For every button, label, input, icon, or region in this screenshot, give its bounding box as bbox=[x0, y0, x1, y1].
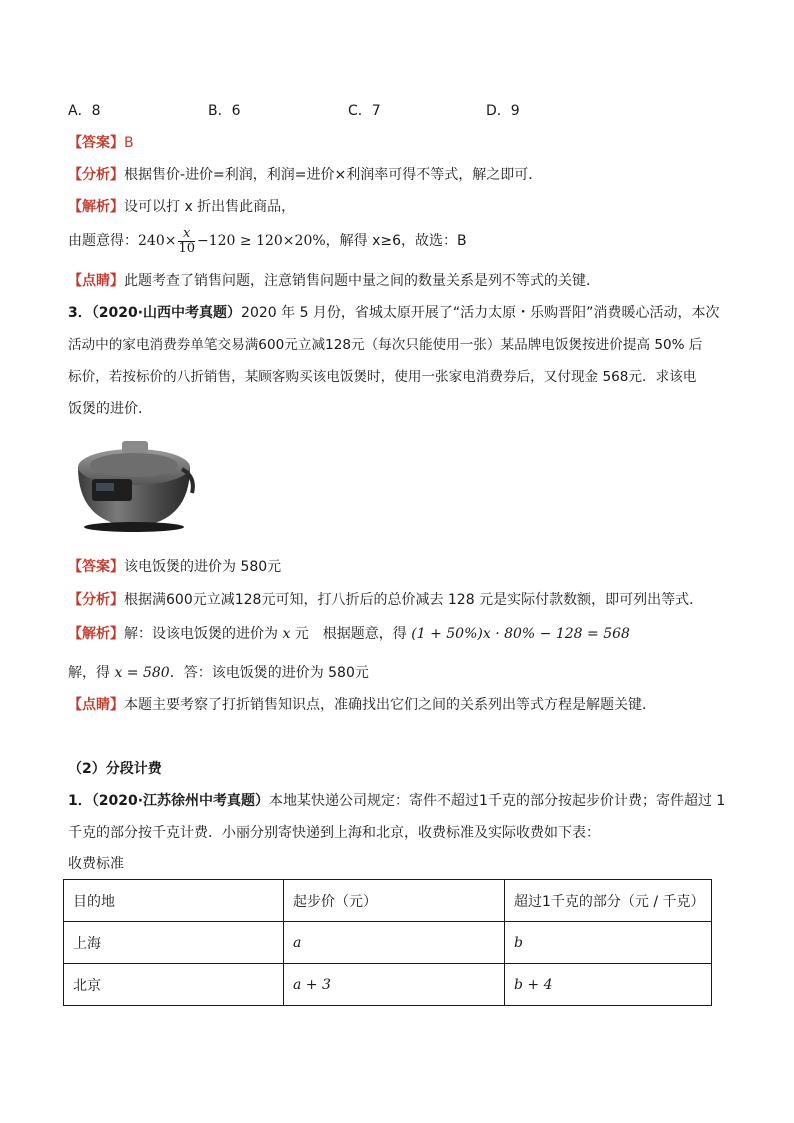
q2-answer bbox=[68, 132, 134, 154]
q3-stem-line-2: 活动中的家电消费券单笔交易满600元立减128元（每次只能使用一张）某品牌电饭煲按进价提高 50% 后 bbox=[68, 337, 703, 353]
table-cell: b bbox=[505, 922, 712, 964]
equation-suffix: ，解得 x≥6，故选：B bbox=[325, 233, 467, 249]
rice-cooker-image bbox=[70, 427, 198, 533]
answer-value: B bbox=[124, 135, 134, 151]
q3-stem-line-4: 饭煲的进价． bbox=[68, 401, 152, 417]
comment-text: 本题主要考察了打折销售知识点，准确找出它们之间的关系列出等式方程是解题关键． bbox=[124, 697, 656, 713]
result-text-b: ．答：该电饭煲的进价为 580元 bbox=[169, 665, 369, 681]
table-caption: 收费标准 bbox=[68, 856, 124, 872]
equation-part-a: 240× bbox=[138, 233, 177, 249]
equation-prefix: 由题意得： bbox=[68, 233, 138, 249]
fraction bbox=[178, 227, 195, 256]
table-cell: 北京 bbox=[64, 964, 284, 1006]
table-cell: a + 3 bbox=[284, 964, 505, 1006]
solution-variable: x bbox=[282, 626, 291, 642]
comment-text: 此题考查了销售问题，注意销售问题中量之间的数量关系是列不等式的关键． bbox=[124, 273, 600, 289]
solution-tag: 【解析】 bbox=[68, 199, 124, 215]
q3-stem-line-3: 标价，若按标价的八折销售，某顾客购买该电饭煲时，使用一张家电消费券后，又付现金 568元．求该电 bbox=[68, 369, 697, 385]
solution-text-b: 元 根据题意，得 bbox=[290, 626, 412, 642]
question-number: 1． bbox=[68, 793, 92, 809]
table-cell: a bbox=[284, 922, 505, 964]
analysis-text: 根据满600元立减128元可知，打八折后的总价减去 128 元是实际付款数额，即可列出等式． bbox=[124, 592, 704, 608]
question-source: （2020·山西中考真题） bbox=[91, 305, 242, 321]
solution-text-a: 解：设该电饭煲的进价为 bbox=[124, 626, 283, 642]
q3-stem-line-1 bbox=[68, 302, 719, 324]
fraction-denominator: 10 bbox=[178, 240, 195, 256]
question-source: （2020·江苏徐州中考真题） bbox=[91, 793, 270, 809]
table-cell: 上海 bbox=[64, 922, 284, 964]
analysis-tag: 【分析】 bbox=[68, 592, 124, 608]
comment-tag: 【点睛】 bbox=[68, 697, 124, 713]
q2-analysis bbox=[68, 164, 542, 186]
table-header-cell: 超过1千克的部分（元 / 千克） bbox=[505, 880, 712, 922]
result-equation: x = 580 bbox=[114, 665, 170, 681]
answer-tag: 【答案】 bbox=[68, 135, 124, 151]
solution-text: 设可以打 x 折出售此商品， bbox=[124, 199, 296, 215]
table-cell: b + 4 bbox=[505, 964, 712, 1006]
q2-comment bbox=[68, 270, 600, 292]
q3-comment bbox=[68, 694, 656, 716]
q2-solution bbox=[68, 196, 295, 218]
table-header-row bbox=[64, 880, 712, 922]
option-d: D．9 bbox=[486, 103, 520, 119]
table-row bbox=[64, 922, 712, 964]
answer-tag: 【答案】 bbox=[68, 559, 124, 575]
question-number: 3． bbox=[68, 305, 92, 321]
analysis-tag: 【分析】 bbox=[68, 167, 124, 183]
result-text-a: 解，得 bbox=[68, 665, 115, 681]
q3-solution bbox=[68, 623, 630, 645]
q2-equation bbox=[68, 224, 467, 258]
q3-analysis bbox=[68, 589, 703, 611]
p1-stem-line-1 bbox=[68, 790, 725, 812]
option-c: C．7 bbox=[348, 103, 381, 119]
stem-text: 2020 年 5 月份，省城太原开展了“活力太原・乐购晋阳”消费暖心活动，本次 bbox=[241, 305, 720, 321]
option-a: A．8 bbox=[68, 103, 101, 119]
solution-tag: 【解析】 bbox=[68, 626, 124, 642]
option-b: B．6 bbox=[208, 103, 241, 119]
q3-result bbox=[68, 662, 369, 684]
table-header-cell: 目的地 bbox=[64, 880, 284, 922]
q3-answer bbox=[68, 556, 281, 578]
comment-tag: 【点睛】 bbox=[68, 273, 124, 289]
analysis-text: 根据售价-进价=利润，利润=进价×利润率可得不等式，解之即可． bbox=[124, 167, 543, 183]
fraction-numerator: x bbox=[178, 227, 195, 242]
equation-part-b: −120 ≥ 120×20% bbox=[197, 233, 326, 249]
stem-text: 本地某快递公司规定：寄件不超过1千克的部分按起步价计费；寄件超过 1 bbox=[269, 793, 726, 809]
section-title: （2）分段计费 bbox=[68, 761, 162, 777]
p1-stem-line-2: 千克的部分按千克计费．小丽分别寄快递到上海和北京，收费标准及实际收费如下表： bbox=[68, 825, 600, 841]
table-row bbox=[64, 964, 712, 1006]
fee-table bbox=[63, 879, 712, 1006]
solution-equation: (1 + 50%)x · 80% − 128 = 568 bbox=[411, 626, 630, 642]
answer-value: 该电饭煲的进价为 580元 bbox=[124, 559, 282, 575]
table-header-cell: 起步价（元） bbox=[284, 880, 505, 922]
